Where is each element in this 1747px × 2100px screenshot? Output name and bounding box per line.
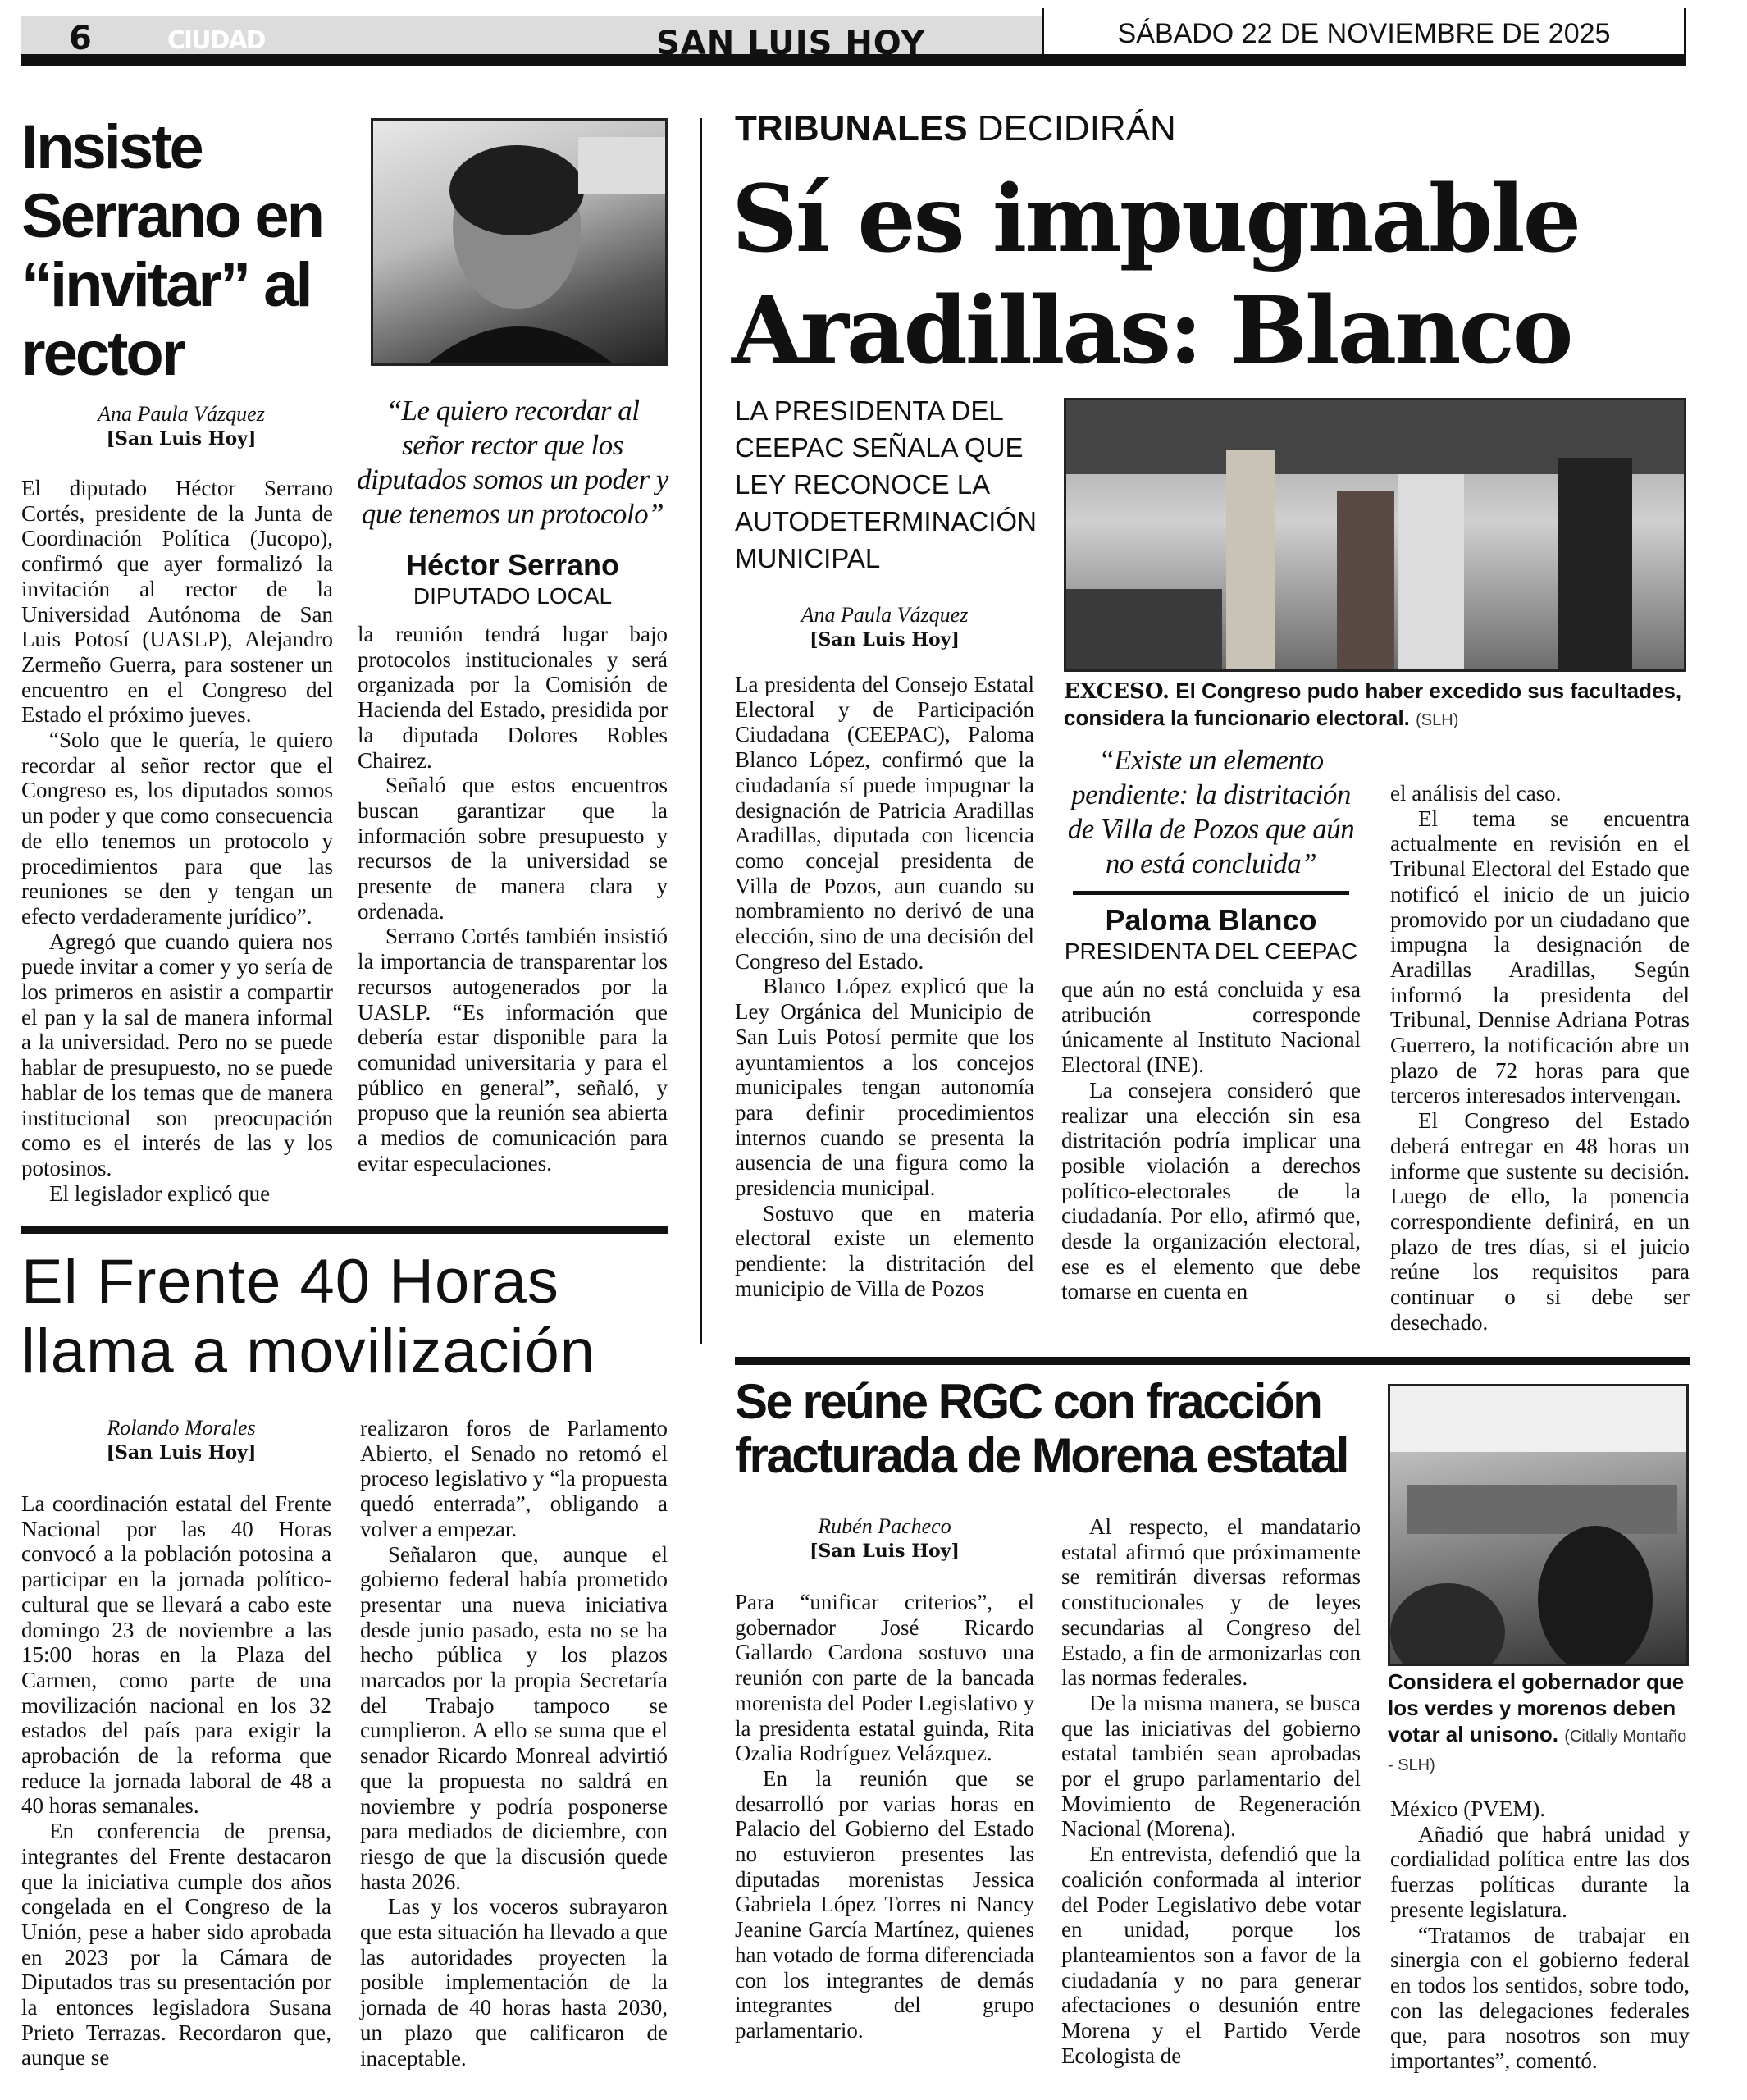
article2-byline	[21, 1416, 341, 1465]
quote-attribution-role: DIPUTADO LOCAL	[413, 583, 613, 609]
quote-rule	[1073, 891, 1349, 895]
article1-photo	[371, 118, 668, 366]
article4-column2	[1061, 1514, 1361, 2068]
paragraph: Las y los voceros subrayaron que esta situación ha llevado a que las autoridades proyecten la posible implementación de la jornada de 40 horas hasta 2030, un plazo que calificaron de inaceptable.	[360, 1894, 668, 2070]
pull-quote: “Existe un elemento pendiente: la distritación de Villa de Pozos que aún no está concluida”	[1067, 744, 1355, 879]
section-divider	[21, 1226, 668, 1234]
paragraph: La coordinación estatal del Frente Nacional por las 40 Horas convocó a la población potosina a participar en la jornada político-cultural que se llevará a cabo este domingo 23 de noviembre a las 15:00 horas en la Plaza del Carmen, como parte de una movilización nacional en los 32 estados del país para exigir la aprobación de la reforma que reduce la jornada laboral de 48 a 40 horas semanales.	[21, 1491, 331, 1819]
masthead: SAN LUIS HOY	[656, 25, 926, 62]
article1-column1	[21, 476, 333, 1206]
caption-credit: (Citlally Montaño - SLH)	[1388, 1728, 1687, 1774]
caption-text: Considera el gobernador que los verdes y morenos deben votar al unisono.	[1388, 1669, 1685, 1746]
section-divider	[735, 1357, 1690, 1365]
author: Rolando Morales	[107, 1416, 256, 1440]
paragraph: La consejera consideró que realizar una elección sin esa distritación podría implicar una posible violación a derechos político-electorales de la ciudadanía. Por ello, afirmó que, desde la organización electoral, ese es el elemento que debe tomarse en cuenta en	[1061, 1077, 1361, 1304]
paragraph: De la misma manera, se busca que las iniciativas del gobierno estatal también sean aprobadas por el grupo parlamentario del Movimiento de Regeneración Nacional (Morena).	[1061, 1690, 1361, 1842]
paragraph: “Solo que le quería, le quiero recordar al señor rector que el Congreso es, los diputados somos un poder y que como consecuencia de ello tenemos un protocolo y procedimientos para que las reuniones se den y tengan un efecto verdaderamente jurídico”.	[21, 728, 333, 929]
outlet: [San Luis Hoy]	[810, 1541, 960, 1562]
article3-middle-column	[1061, 743, 1361, 1304]
paragraph: México (PVEM).	[1390, 1796, 1545, 1821]
article3-column2	[1061, 977, 1361, 1304]
paragraph: la reunión tendrá lugar bajo protocolos institucionales y será organizada por la Comisión de Hacienda del Estado, presidida por la diputada Dolores Robles Chairez.	[358, 622, 668, 773]
quote-attribution-role: PRESIDENTA DEL CEEPAC	[1064, 938, 1358, 964]
caption-credit: (SLH)	[1416, 711, 1459, 729]
quote-attribution-name: Paloma Blanco	[1105, 903, 1317, 937]
portrait-image	[373, 121, 668, 366]
article3-column3	[1390, 781, 1690, 1335]
caption-text: El Congreso pudo haber excedido sus facultades, considera la funcionario electoral.	[1064, 678, 1682, 730]
article3-headline	[732, 164, 1691, 387]
paragraph: La presidenta del Consejo Estatal Electoral y de Participación Ciudadana (CEEPAC), Paloma Blanco López, confirmó que la ciudadanía sí puede impugnar la designación de Patricia Aradillas Aradillas, diputada con licencia como concejal presidenta de Villa de Pozos, aun cuando su nombramiento no derivó de una elección, sino de una decisión del Congreso del Estado.	[735, 672, 1034, 974]
author: Ana Paula Vázquez	[801, 603, 969, 627]
article3-subhead: LA PRESIDENTA DEL CEEPAC SEÑALA QUE LEY RECONOCE LA AUTODETERMINACIÓN MUNICIPAL	[735, 395, 1037, 573]
article2-left-column	[21, 1416, 331, 2070]
paragraph: El Congreso del Estado deberá entregar en 48 horas un informe que sustente su decisión. Luego de ello, la ponencia correspondiente definirá, en un plazo de tres días, si el juicio reúne los requisitos para continuar o si debe ser desechado.	[1390, 1108, 1690, 1335]
article2-headline: El Frente 40 Horas llama a movilización	[21, 1247, 596, 1386]
paragraph: que aún no está concluida y esa atribución corresponde únicamente al Instituto Nacional Electoral (INE).	[1061, 977, 1361, 1078]
headline-line: Aradillas: Blanco	[732, 277, 1571, 385]
paragraph: En la reunión que se desarrolló por varias horas en Palacio del Gobierno del Estado no estuvieron presentes las diputadas morenistas Jessica Gabriela López Torres ni Nancy Jeanine García Martínez, quienes han votado de forma diferenciada con los integrantes de demás integrantes del grupo parlamentario.	[735, 1765, 1034, 2043]
article4-column1	[735, 1590, 1034, 2043]
author: Rubén Pacheco	[818, 1514, 951, 1538]
pull-quote: “Le quiero recordar al señor rector que los diputados somos un poder y que tenemos un protocolo”	[357, 395, 668, 530]
caption-lead: EXCESO.	[1064, 679, 1170, 704]
kicker-rest: DECIDIRÁN	[977, 108, 1176, 148]
paragraph: “Tratamos de trabajar en sinergia con el gobierno federal en todos los sentidos, sobre todo, con las delegaciones federales que, para nosotros son muy importantes”, comentó.	[1390, 1922, 1690, 2074]
page-number: 6	[69, 20, 92, 57]
article2-column1	[21, 1491, 331, 2070]
paragraph: Agregó que cuando quiera nos puede invitar a comer y yo sería de los primeros en asistir a compartir el pan y la sal de manera informal a la universidad. Pero no se puede hablar de presupuesto, no se puede hablar de los temas que de manera institucional son preocupación como es el interés de las y los potosinos.	[21, 929, 333, 1180]
article4-photo-caption	[1388, 1669, 1691, 1778]
kicker-bold: TRIBUNALES	[735, 108, 968, 148]
article1-left-column	[21, 113, 349, 1206]
outlet: [San Luis Hoy]	[106, 428, 257, 450]
paragraph: realizaron foros de Parlamento Abierto, el Senado no retomó el proceso legislativo y “la propuesta quedó enterrada”, obligando a volver a empezar.	[360, 1416, 668, 1541]
session-image	[1390, 1386, 1689, 1666]
congress-image	[1066, 400, 1686, 672]
paragraph: Añadió que habrá unidad y cordialidad política entre las dos fuerzas políticas durante la presente legislatura.	[1390, 1821, 1690, 1922]
issue-date: SÁBADO 22 DE NOVIEMBRE DE 2025	[1042, 8, 1686, 59]
paragraph: Serrano Cortés también insistió la importancia de transparentar los recursos autogenerados por la UASLP. “Es información que debería estar disponible para la comunidad universitaria y para el público en general”, señaló, y propuso que la reunión sea abierta a medios de comunicación para evitar especulaciones.	[358, 924, 668, 1176]
column-rule	[700, 118, 702, 1344]
section-name: CIUDAD	[167, 26, 265, 55]
article2-column2	[360, 1416, 668, 2070]
article3-photo	[1064, 398, 1686, 672]
paragraph: Sostuvo que en materia electoral existe un elemento pendiente: la distritación del municipio de Villa de Pozos	[735, 1200, 1034, 1301]
paragraph: Para “unificar criterios”, el gobernador José Ricardo Gallardo Cardona sostuvo una reunión con parte de la bancada morenista del Poder Legislativo y la presidenta estatal guinda, Rita Ozalia Rodríguez Velázquez.	[735, 1590, 1034, 1766]
author: Ana Paula Vázquez	[98, 402, 265, 426]
paragraph: En conferencia de prensa, integrantes del Frente destacaron que la iniciativa cumple dos años congelada en el Congreso de la Unión, pese a haber sido aprobada en 2023 por la Cámara de Diputados tras su presentación por la entonces legisladora Susana Prieto Terrazas. Recordaron que, aunque se	[21, 1819, 331, 2070]
paragraph: el análisis del caso.	[1390, 781, 1562, 806]
article3-byline	[735, 603, 1034, 652]
paragraph: En entrevista, defendió que la coalición conformada al interior del Poder Legislativo debe votar en unidad, porque los planteamientos son a favor de la ciudadanía y no para generar afectaciones o desunión entre Morena y el Partido Verde Ecologista de	[1061, 1842, 1361, 2068]
article4-column3	[1390, 1796, 1690, 2074]
article4-photo	[1388, 1384, 1689, 1666]
article4-headline: Se reúne RGC con fracción fracturada de Morena estatal	[735, 1374, 1348, 1483]
article4-byline	[735, 1514, 1034, 1564]
headline-line: Sí es impugnable	[732, 166, 1579, 273]
paragraph: El diputado Héctor Serrano Cortés, presidente de la Junta de Coordinación Política (Jucopo), confirmó que ayer formalizó la invitación al rector de la Universidad Autónoma de San Luis Potosí (UASLP), Alejandro Zermeño Guerra, para sostener un encuentro en el Congreso del Estado el próximo jueves.	[21, 476, 333, 728]
article1-byline	[21, 402, 341, 451]
paragraph: Blanco López explicó que la Ley Orgánica del Municipio de San Luis Potosí permite que los ayuntamientos a los concejos municipales tengan autonomía para definir procedimientos internos cuando se presenta la ausencia de una figura como la presidencia municipal.	[735, 974, 1034, 1201]
article1-headline: Insiste Serrano en “invitar” al rector	[21, 112, 323, 389]
paragraph: El tema se encuentra actualmente en revisión en el Tribunal Electoral del Estado que notificó el inicio de un juicio promovido por un ciudadano que impugna la designación de Aradillas Aradillas, Según informó la presidenta del Tribunal, Dennise Adriana Potras Guerrero, la notificación abre un plazo de 72 horas para que terceros interesados intervengan.	[1390, 806, 1690, 1108]
paragraph: Señaló que estos encuentros buscan garantizar que la información sobre presupuesto y recursos de la universidad se presente de manera clara y ordenada.	[358, 773, 668, 924]
article4-right-column	[1388, 1669, 1691, 2074]
article1-column2	[358, 622, 668, 1176]
article3-column1	[735, 672, 1034, 1302]
article3-left-column	[735, 392, 1037, 1302]
article3-photo-caption	[1064, 678, 1691, 733]
outlet: [San Luis Hoy]	[810, 629, 960, 651]
outlet: [San Luis Hoy]	[106, 1442, 257, 1463]
paragraph: El legislador explicó que	[49, 1180, 271, 1206]
paragraph: Al respecto, el mandatario estatal afirmó que próximamente se remitirán diversas reformas constitucionales y de leyes secundarias al Congreso del Estado, a fin de armonizarlas con las normas federales.	[1061, 1514, 1361, 1691]
paragraph: Señalaron que, aunque el gobierno federal había prometido presentar una nueva iniciativa desde junio pasado, esta no se ha hecho pública y los plazos marcados por la propia Secretaría del Trabajo tampoco se cumplieron. A ello se suma que el senador Ricardo Monreal advirtió que la propuesta no saldrá en noviembre y podría posponerse para mediados de diciembre, con riesgo de que la discusión quede hasta 2026.	[360, 1541, 668, 1894]
quote-attribution-name: Héctor Serrano	[405, 548, 620, 582]
article1-right-column	[358, 394, 668, 1176]
article3-kicker	[735, 108, 1176, 149]
